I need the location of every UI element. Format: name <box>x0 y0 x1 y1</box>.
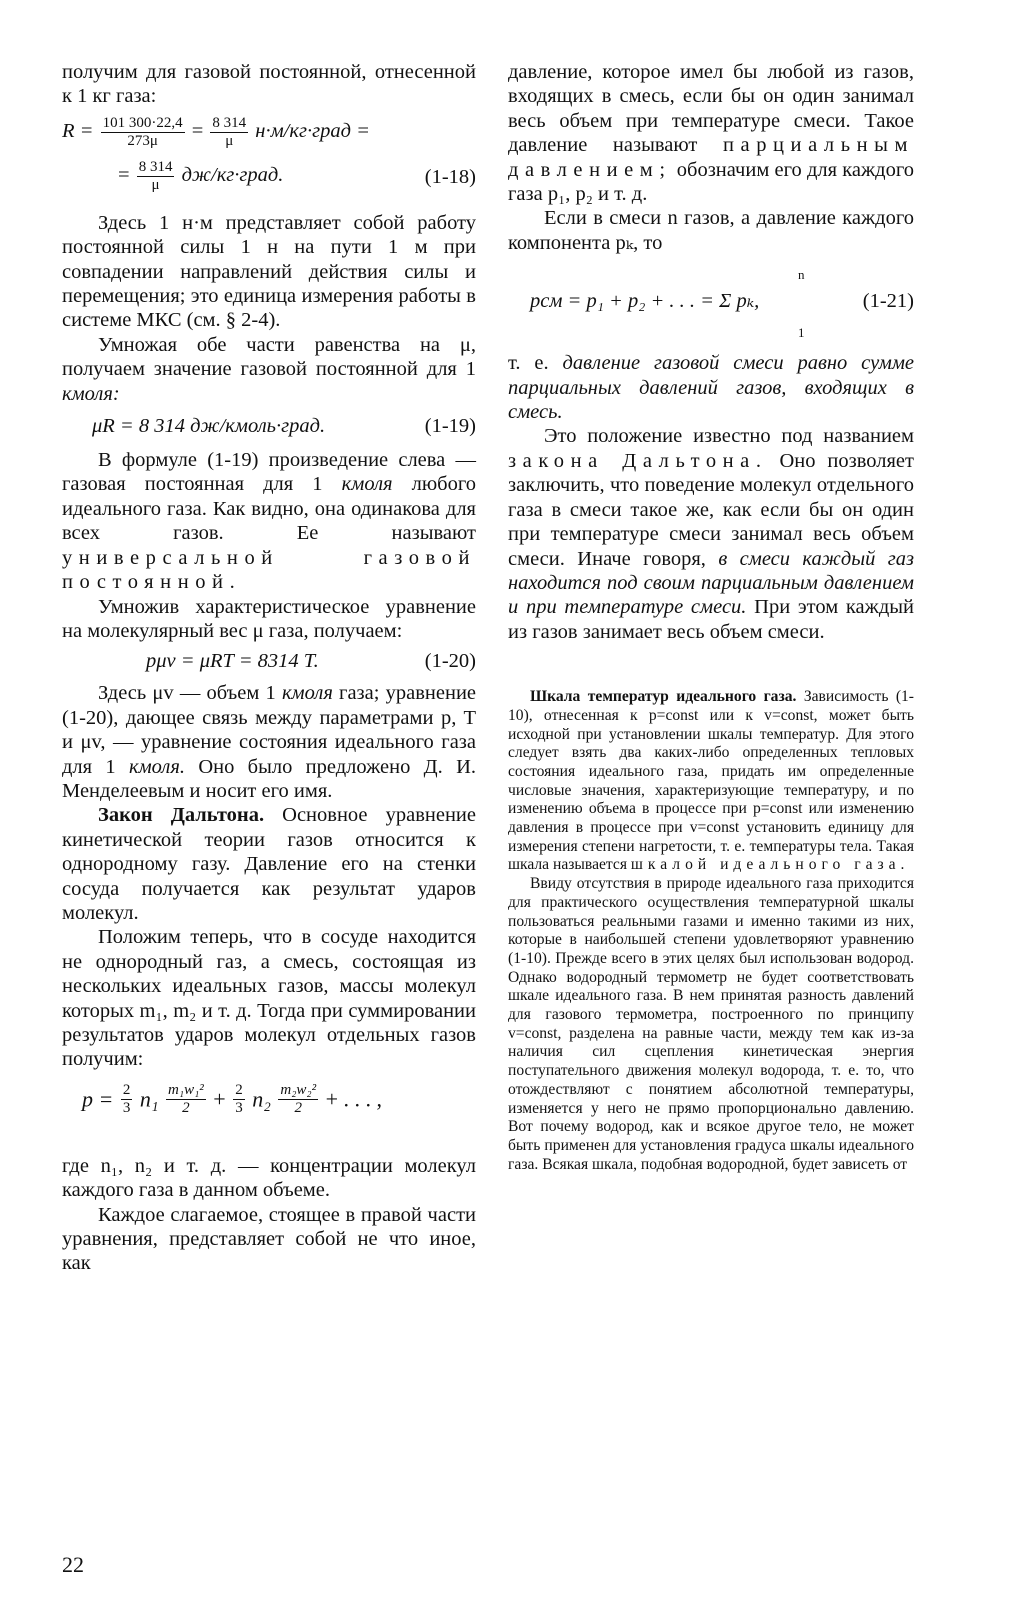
eq18-frac3: $\frac{8 314}{\mu}$ <box>138 158 173 193</box>
equation-pressure-sum: p = $\frac{2}{3}$ n₁ $\frac{\text{m₁w₁²}}{2}$ + $\frac{2}{3}$ n₂ $\frac{\text{m₂w₂²}}{2}$ + . . . , <box>82 1081 383 1116</box>
eq18-frac2: $\frac{8 314}{\mu}$ <box>212 114 247 149</box>
paragraph-dalton-statement: т. е. давление газовой смеси равно сумме парциальных давлений газов, входящих в смесь. <box>508 352 914 424</box>
eq18-units2: дж/кг·град. <box>181 164 284 187</box>
paragraph-intro: получим для газовой постоянной, отнесенной к 1 кг газа: <box>62 61 476 108</box>
paragraph-multiply-characteristic: Умножив характеристическое уравнение на молекулярный вес μ газа, получаем: <box>62 595 476 642</box>
paragraph-newton-meter: Здесь 1 н·м представляет собой работу постоянной силы 1 н на пути 1 м при совпадении направлений действия силы и перемещения; это единица измерения работы в системе МКС (см. § 2-4). <box>62 211 476 332</box>
eq18-eq2: = <box>118 164 130 187</box>
eq18-frac1: $\frac{101 300\cdot 22,4}{273\mu}$ <box>102 114 183 149</box>
eq18-lhs: R = <box>62 120 94 143</box>
paragraph-universal-constant: В формуле (1-19) произведение слева — газовая постоянная для 1 кмоля любого идеального газа. Как видно, она одинакова для всех газов. Ее называют универсальной газовой постоянной. <box>62 449 477 594</box>
paragraph-dalton-named: Это положение известно под названием закона Дальтона. Оно позволяет заключить, что поведение молекул отдельного газа в смеси такое же, как если бы он один при температуре смеси занимал весь объем смеси. Иначе говоря, в смеси каждый газ находится под своим парциальным давлением и при температуре смеси. При этом каждый из газов занимает весь объем смеси. <box>508 425 914 643</box>
left-column <box>62 60 476 1276</box>
eqp-frac1: $\frac{\text{m₁w₁²}}{2}$ <box>168 1081 204 1116</box>
paragraph-mendeleev: Здесь μv — объем 1 кмоля газа; уравнение (1-20), дающее связь между параметрами p, T и μv, — уравнение состояния идеального газа для 1 кмоля. Оно было предложено Д. И. Менделеевым и носит его имя. <box>62 682 477 802</box>
equation-1-18: R = $\frac{101 300\cdot 22,4}{273\mu}$ = $\frac{8 314}{\mu}$ н·м/кг·град = = $\frac{8 314}{\mu}$ дж/кг·град. (1-18) <box>62 114 476 193</box>
small-print-section <box>508 688 914 1174</box>
eq18-units1: н·м/кг·град = <box>255 120 370 143</box>
eqp-coeff2: $\frac{2}{3}$ <box>235 1081 243 1116</box>
paragraph-hydrogen-thermometer: Ввиду отсутствия в природе идеального газа приходится для практического осуществления температурной шкалы пользоваться реальными газами и именно такими из них, которые в наибольшей степени удовлетворяют уравнению (1-10). Прежде всего в этих целях был использован водород. Однако водородный термометр не будет соответствовать шкале идеального газа. В нем принятая разность давлений для газового термометра, построенного по принципу v=const, разделена на равные части, между тем как из-за наличия сил сцепления кинетическая энергия поступательного движения молекул водорода, т. е. то, что отождествляют с понятием абсолютной температуры, изменяется у него не прямо пропорционально давлению. Вот почему водород, как и всякое другое тело, не может быть применен для установления градуса шкалы идеального газа. Всякая шкала, подобная водородной, будет зависеть от <box>508 875 914 1173</box>
eqp-coeff1: $\frac{2}{3}$ <box>122 1081 131 1116</box>
eq21-number: (1-21) <box>862 290 914 313</box>
paragraph-ideal-gas-scale: Шкала температур идеального газа. Зависимость (1-10), отнесенная к p=const или к v=const, может быть исходной при установлении шкалы температур. Для этого следует взять два каких-либо определенных тепловых состояния идеального газа, придать им определенные числовые значения, характеризующие температуру, и по изменению объема в процессе при p=const или изменению давления в процессе при v=const установить единицу для измерения степени нагретости, т. е. температуры тела. Такая шкала называется шкалой идеального газа. <box>508 688 914 874</box>
eq19-number: (1-19) <box>424 415 476 438</box>
paragraph-each-term: Каждое слагаемое, стоящее в правой части уравнения, представляет собой не что иное, как <box>62 1203 476 1275</box>
section-heading-dalton: Закон Дальтона. <box>98 804 265 827</box>
equation-1-21: n pсм = p₁ + p₂ + . . . = Σ pₖ, 1 (1-21) <box>508 263 914 347</box>
eqp-frac2: $\frac{\text{m₂w₂²}}{2}$ <box>280 1081 317 1116</box>
equation-1-19: μR = 8 314 дж/кмоль·град. (1-19) <box>92 415 476 438</box>
equation-1-20: pμv = μRT = 8314 T. (1-20) <box>146 650 476 673</box>
paragraph-dalton-law: Закон Дальтона. Основное уравнение кинетической теории газов относится к однородному газу. Давление его на стенки сосуда получается как результат ударов молекул. <box>62 804 476 924</box>
right-column <box>508 60 914 1174</box>
eq20-number: (1-20) <box>424 650 476 673</box>
paragraph-multiply-mu: Умножая обе части равенства на μ, получаем значение газовой постоянной для 1 кмоля: <box>62 333 476 405</box>
eq21-sum-bottom: 1 <box>798 325 805 341</box>
page-number: 22 <box>62 1552 84 1577</box>
paragraph-concentrations: где n₁, n₂ и т. д. — концентрации молекул каждого газа в данном объеме. <box>62 1154 476 1202</box>
eq18-number: (1-18) <box>424 165 476 188</box>
section-heading-scale: Шкала температур идеального газа. <box>530 688 797 706</box>
paragraph-mixture: Положим теперь, что в сосуде находится не однородный газ, а смесь, состоящая из нескольких идеальных газов, массы молекул которых m₁, m₂ и т. д. Тогда при суммировании результатов ударов молекул отдельных газов получим: <box>62 926 476 1071</box>
paragraph-partial-pressure: давление, которое имел бы любой из газов, входящих в смесь, если бы он один занимал весь объем при температуре смеси. Такое давление называют парциальным давлением; обозначим его для каждого газа p₁, p₂ и т. д. <box>508 61 915 206</box>
eq21-sum-top: n <box>798 267 805 283</box>
paragraph-n-gases: Если в смеси n газов, а давление каждого компонента pₖ, то <box>508 207 914 254</box>
